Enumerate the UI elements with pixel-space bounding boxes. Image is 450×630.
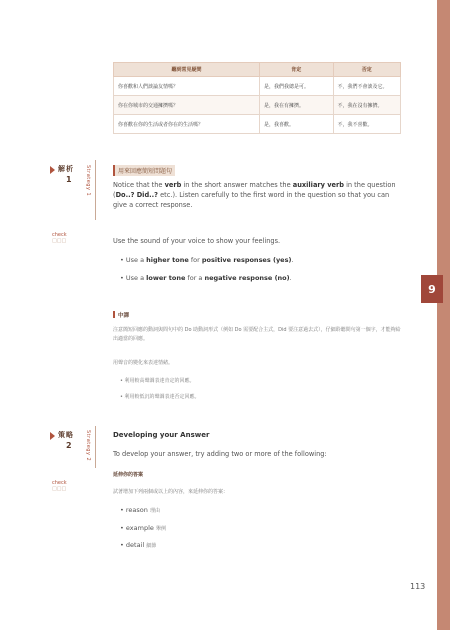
- strategy2-marker-icon: [50, 432, 55, 440]
- table-row: [114, 115, 401, 134]
- table-cell: 不，我不喜歡。: [333, 115, 400, 134]
- table-cell: 不，我在沒有擁擠。: [333, 96, 400, 115]
- table-row: [114, 77, 401, 96]
- page-number: 113: [410, 582, 426, 591]
- section2-zh-paragraph: 試著增加下列兩個或以上的內容，來延伸你的答案：: [113, 489, 229, 495]
- table-cell: 是，我喜歡。: [260, 115, 334, 134]
- zh-heading: 中譯: [118, 313, 130, 319]
- strategy2-number: 2: [66, 441, 72, 450]
- table-header: 肯定: [260, 63, 334, 77]
- chapter-tab-strip: [437, 0, 450, 630]
- section2-paragraph: To develop your answer, try adding two or more of the following:: [113, 450, 327, 458]
- list-item: • Use a lower tone for a negative response (no).: [120, 274, 292, 282]
- list-item: • detail 細節: [120, 541, 157, 549]
- section2-title: Developing your Answer: [113, 431, 210, 439]
- chapter-subtitle: 詢問與回答: [426, 306, 433, 341]
- strategy2-vertical-label: Strategy 2: [85, 430, 91, 462]
- list-item: • example 舉例: [120, 524, 166, 532]
- zh-paragraph-2: 用聲音的變化來表達情緒。: [113, 360, 174, 366]
- check-boxes[interactable]: □□□: [52, 486, 67, 492]
- zh-heading-bar: [113, 311, 115, 318]
- question-table: [113, 62, 401, 134]
- strategy2-label: 策略: [58, 431, 74, 439]
- list-item: • reason 理由: [120, 506, 160, 514]
- check-label: check: [52, 232, 67, 238]
- check-label: check: [52, 480, 67, 486]
- chapter-number-badge: 9: [421, 275, 443, 303]
- table-header: 聽到常見疑問: [114, 63, 260, 77]
- check-boxes[interactable]: □□□: [52, 238, 67, 244]
- list-item: • 利用較低沉的聲調表達否定回應。: [120, 394, 200, 400]
- section1-paragraph: Notice that the verb in the short answer matches the auxiliary verb in the question (Do..? Did..? etc.). Listen carefully to the first word in the question so that you can give a correct response.: [113, 181, 396, 209]
- list-item: • 利用較高聲調表達肯定的回應。: [120, 378, 195, 384]
- table-cell: 你喜歡在你的生活或者你在的生活嗎？: [114, 115, 260, 134]
- zh-paragraph: 注意簡短回應的動詞與問句中的 Do 助動詞形式（例如 Do 需要配合主式，Did 要注意過去式），仔細聆聽問句第一個字，才能夠給出適當的回應。: [113, 327, 401, 342]
- table-cell: 是，我在有擁擠。: [260, 96, 334, 115]
- strategy1-divider: [95, 160, 96, 220]
- strategy1-vertical-label: Strategy 1: [85, 165, 91, 197]
- section1-tag: 用來回應簡短問題句: [113, 165, 175, 176]
- table-cell: 你在你城市的交通擁擠嗎？: [114, 96, 260, 115]
- strategy1-check: [52, 232, 67, 244]
- strategy1-number: 1: [66, 175, 72, 184]
- strategy1-marker-icon: [50, 166, 55, 174]
- strategy2-check: [52, 480, 67, 492]
- list-item: • Use a higher tone for positive responses (yes).: [120, 256, 294, 264]
- chapter-label: Chapter: [424, 236, 431, 260]
- table-header: 否定: [333, 63, 400, 77]
- table-row: [114, 96, 401, 115]
- strategy2-divider: [95, 426, 96, 468]
- table-cell: 不，我們不會談及它。: [333, 77, 400, 96]
- table-header-row: [114, 63, 401, 77]
- table-cell: 你喜歡和人們談論友情嗎？: [114, 77, 260, 96]
- table-cell: 是，我們我總是可。: [260, 77, 334, 96]
- section2-zh-heading: 延伸你的答案: [113, 472, 144, 478]
- section1-paragraph-2: Use the sound of your voice to show your feelings.: [113, 237, 281, 245]
- strategy1-label: 解析: [58, 165, 74, 173]
